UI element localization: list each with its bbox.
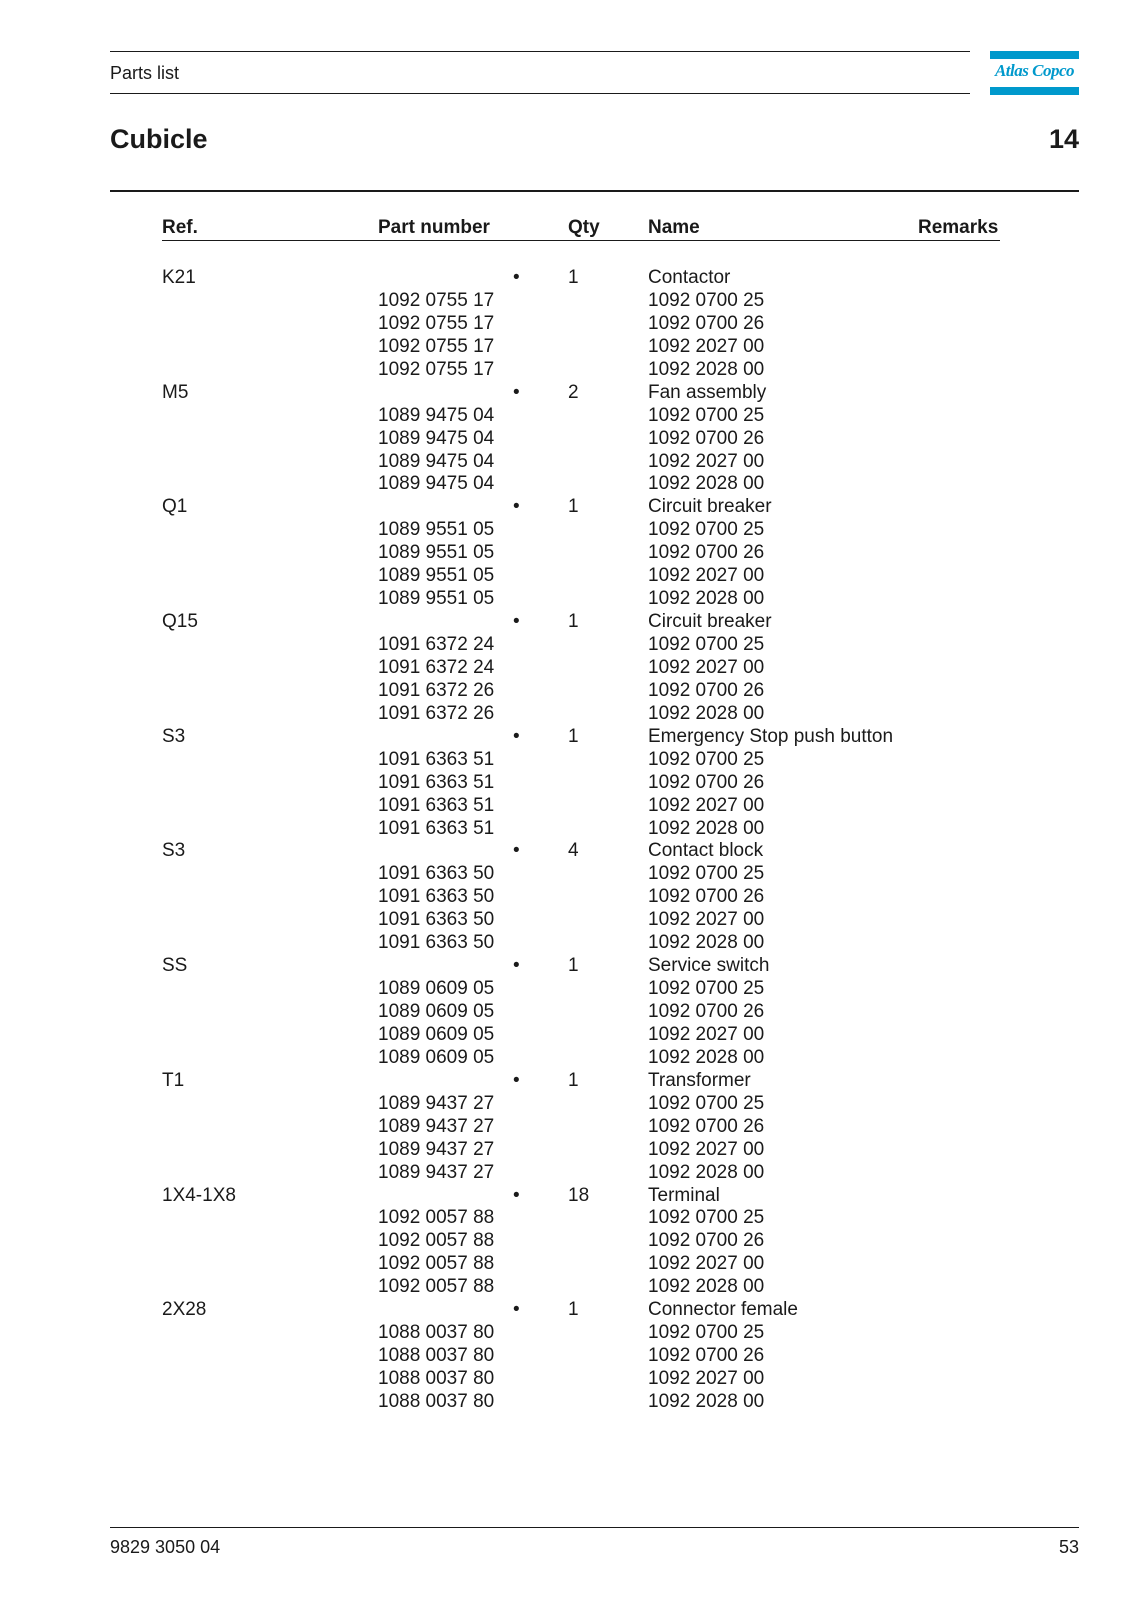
sub-part-row [0,541,1131,564]
sub-part-number: 1089 0609 05 [378,1046,495,1068]
sub-part-row [0,1161,1131,1184]
sub-part-name: 1092 2028 00 [648,702,765,724]
sub-part-name: 1092 0700 25 [648,404,765,426]
sub-part-name: 1092 2028 00 [648,1161,765,1183]
sub-part-name: 1092 2028 00 [648,358,765,380]
sub-part-number: 1091 6363 50 [378,932,495,954]
bullet-marker: • [513,611,520,633]
sub-part-name: 1092 0700 25 [648,1092,765,1114]
sub-part-name: 1092 2027 00 [648,909,765,931]
bullet-marker: • [513,840,520,862]
column-header-remarks: Remarks [918,217,999,238]
sub-part-row [0,1367,1131,1390]
part-ref: 1X4-1X8 [162,1184,236,1206]
bullet-marker: • [513,1299,520,1321]
part-qty: 18 [568,1184,590,1206]
part-ref: K21 [162,267,196,288]
part-ref: S3 [162,725,186,747]
sub-part-number: 1092 0755 17 [378,335,495,357]
bullet-marker: • [513,1069,520,1091]
sub-part-name: 1092 2027 00 [648,656,765,678]
sub-part-name: 1092 0700 25 [648,748,765,770]
part-qty: 1 [568,1069,579,1091]
part-row [0,954,1131,977]
sub-part-name: 1092 0700 25 [648,1322,765,1344]
sub-part-number: 1089 9475 04 [378,404,495,426]
sub-part-row [0,289,1131,312]
sub-part-number: 1092 0057 88 [378,1253,495,1275]
part-ref: Q15 [162,611,198,633]
part-qty: 2 [568,381,579,403]
sub-part-number: 1092 0755 17 [378,289,495,311]
sub-part-row [0,794,1131,817]
sub-part-name: 1092 0700 25 [648,863,765,885]
bullet-marker: • [513,1184,520,1206]
logo-text: Atlas Copco [994,61,1075,80]
part-name: Service switch [648,955,770,977]
sub-part-name: 1092 2028 00 [648,1276,765,1298]
bullet-marker: • [513,267,520,288]
bullet-marker: • [513,725,520,747]
sub-part-row [0,656,1131,679]
sub-part-row [0,335,1131,358]
sub-part-row [0,564,1131,587]
sub-part-number: 1091 6363 51 [378,748,495,770]
sub-part-number: 1091 6363 50 [378,909,495,931]
sub-part-row [0,633,1131,656]
sub-part-row [0,312,1131,335]
part-qty: 1 [568,611,579,633]
sub-part-name: 1092 2027 00 [648,565,765,587]
part-ref: 2X28 [162,1299,207,1321]
sub-part-row [0,1206,1131,1229]
section-number: 14 [1048,124,1079,154]
sub-part-name: 1092 2028 00 [648,932,765,954]
part-qty: 1 [568,267,579,288]
part-name: Circuit breaker [648,496,772,518]
sub-part-number: 1089 9551 05 [378,542,495,564]
part-ref: T1 [162,1069,185,1091]
sub-part-name: 1092 0700 25 [648,519,765,541]
footer-rule [110,1527,1079,1528]
part-row [0,1184,1131,1207]
sub-part-number: 1092 0057 88 [378,1230,495,1252]
sub-part-row [0,1390,1131,1413]
sub-part-number: 1091 6363 51 [378,771,495,793]
part-name: Fan assembly [648,381,767,403]
part-name: Transformer [648,1069,751,1091]
sub-part-name: 1092 0700 25 [648,978,765,1000]
part-qty: 1 [568,496,579,518]
part-row [0,1069,1131,1092]
sub-part-row [0,1275,1131,1298]
sub-part-number: 1088 0037 80 [378,1368,495,1389]
part-ref: SS [162,955,188,977]
sub-part-row [0,1138,1131,1161]
sub-part-row [0,1115,1131,1138]
atlas-copco-logo [990,51,1079,95]
sub-part-name: 1092 2027 00 [648,1253,765,1275]
sub-part-name: 1092 0700 26 [648,1001,765,1022]
column-header-rule [162,240,1000,241]
sub-part-number: 1089 0609 05 [378,1001,495,1022]
sub-part-row [0,702,1131,725]
sub-part-row [0,931,1131,954]
sub-part-row [0,977,1131,1000]
bullet-marker: • [513,381,520,403]
sub-part-number: 1092 0057 88 [378,1276,495,1298]
sub-part-name: 1092 2028 00 [648,817,765,839]
sub-part-number: 1089 9437 27 [378,1138,495,1160]
sub-part-row [0,1000,1131,1023]
sub-part-name: 1092 2027 00 [648,794,765,816]
part-name: Emergency Stop push button [648,725,894,747]
sub-part-row [0,908,1131,931]
header-title: Parts list [110,63,180,83]
part-name: Connector female [648,1299,798,1321]
header-bottom-rule [110,93,970,94]
sub-part-number: 1091 6372 24 [378,634,495,655]
sub-part-name: 1092 2027 00 [648,335,765,357]
footer-doc-number: 9829 3050 04 [110,1537,221,1557]
sub-part-name: 1092 2028 00 [648,1390,765,1412]
column-header-qty: Qty [568,217,600,238]
footer-page-number: 53 [1058,1537,1079,1557]
part-row [0,266,1131,289]
bullet-marker: • [513,955,520,977]
sub-part-row [0,358,1131,381]
sub-part-name: 1092 2028 00 [648,473,765,495]
sub-part-name: 1092 2028 00 [648,588,765,610]
sub-part-name: 1092 0700 25 [648,634,765,655]
sub-part-name: 1092 0700 26 [648,771,765,793]
sub-part-name: 1092 2027 00 [648,1138,765,1160]
sub-part-row [0,1344,1131,1367]
part-name: Circuit breaker [648,611,772,633]
part-row [0,725,1131,748]
sub-part-row [0,472,1131,495]
sub-part-number: 1091 6363 51 [378,817,495,839]
part-row [0,495,1131,518]
sub-part-row [0,587,1131,610]
sub-part-number: 1089 9551 05 [378,565,495,587]
sub-part-row [0,1321,1131,1344]
sub-part-name: 1092 0700 25 [648,289,765,311]
sub-part-row [0,679,1131,702]
sub-part-number: 1091 6372 26 [378,679,495,701]
sub-part-row [0,1092,1131,1115]
part-row [0,381,1131,404]
sub-part-name: 1092 0700 26 [648,679,765,701]
sub-part-name: 1092 0700 26 [648,427,765,449]
sub-part-number: 1091 6363 50 [378,886,495,908]
sub-part-name: 1092 2027 00 [648,1023,765,1045]
sub-part-row [0,817,1131,840]
part-name: Terminal [648,1184,720,1206]
sub-part-row [0,1023,1131,1046]
sub-part-row [0,1046,1131,1069]
sub-part-row [0,518,1131,541]
sub-part-name: 1092 0700 26 [648,1115,765,1137]
part-ref: S3 [162,840,186,862]
sub-part-number: 1091 6372 24 [378,656,495,678]
sub-part-number: 1092 0755 17 [378,312,495,334]
column-header-name: Name [648,217,700,238]
sub-part-number: 1089 0609 05 [378,1023,495,1045]
sub-part-number: 1091 6363 51 [378,794,495,816]
parts-table [0,266,1131,1413]
sub-part-number: 1089 9475 04 [378,450,495,472]
sub-part-row [0,885,1131,908]
part-row [0,839,1131,862]
sub-part-number: 1088 0037 80 [378,1345,495,1367]
sub-part-name: 1092 2028 00 [648,1046,765,1068]
sub-part-number: 1088 0037 80 [378,1390,495,1412]
sub-part-name: 1092 0700 26 [648,1345,765,1367]
part-qty: 4 [568,840,579,862]
sub-part-name: 1092 0700 26 [648,312,765,334]
sub-part-name: 1092 0700 26 [648,886,765,908]
part-ref: Q1 [162,496,188,518]
sub-part-number: 1091 6372 26 [378,702,495,724]
section-rule [110,190,1079,192]
sub-part-row [0,427,1131,450]
sub-part-number: 1089 9551 05 [378,519,495,541]
sub-part-number: 1092 0755 17 [378,358,495,380]
sub-part-number: 1092 0057 88 [378,1207,495,1229]
sub-part-row [0,404,1131,427]
sub-part-number: 1089 9437 27 [378,1092,495,1114]
column-header-ref: Ref. [162,217,198,238]
part-qty: 1 [568,725,579,747]
sub-part-name: 1092 0700 26 [648,542,765,564]
sub-part-number: 1089 9475 04 [378,473,495,495]
bullet-marker: • [513,496,520,518]
sub-part-number: 1089 9475 04 [378,427,495,449]
part-ref: M5 [162,381,189,403]
part-row [0,610,1131,633]
sub-part-number: 1089 9437 27 [378,1115,495,1137]
part-qty: 1 [568,955,579,977]
sub-part-row [0,450,1131,473]
part-qty: 1 [568,1299,579,1321]
sub-part-number: 1089 9437 27 [378,1161,495,1183]
sub-part-number: 1091 6363 50 [378,863,495,885]
sub-part-name: 1092 2027 00 [648,450,765,472]
sub-part-row [0,1252,1131,1275]
section-title: Cubicle [110,124,208,154]
sub-part-number: 1088 0037 80 [378,1322,495,1344]
header-top-rule [110,51,970,52]
sub-part-row [0,748,1131,771]
sub-part-row [0,1229,1131,1252]
sub-part-name: 1092 2027 00 [648,1368,765,1389]
sub-part-number: 1089 0609 05 [378,978,495,1000]
column-header-part-number: Part number [378,217,490,238]
sub-part-number: 1089 9551 05 [378,588,495,610]
part-name: Contact block [648,840,764,862]
part-name: Contactor [648,267,731,288]
sub-part-name: 1092 0700 26 [648,1230,765,1252]
sub-part-row [0,862,1131,885]
sub-part-row [0,771,1131,794]
sub-part-name: 1092 0700 25 [648,1207,765,1229]
part-row [0,1298,1131,1321]
